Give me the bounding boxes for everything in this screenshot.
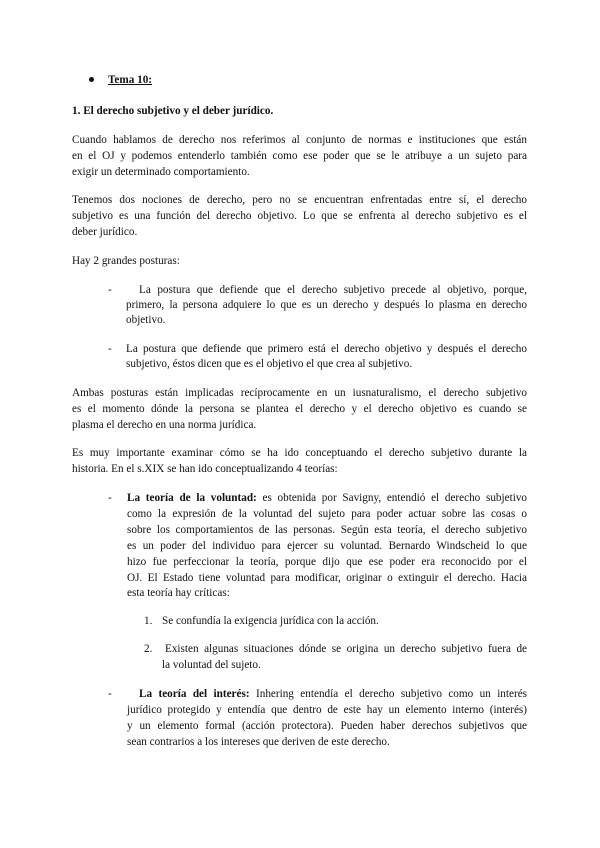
list-item-line: OJ. El Estado tiene voluntad para modificar, originar o extinguir el derecho. Hacia	[127, 572, 527, 584]
paragraph-line: Es muy importante examinar cómo se ha ido conceptuando el derecho subjetivo durante la	[72, 447, 527, 459]
numbered-marker: 1.	[144, 615, 153, 627]
paragraph-line: es el momento dónde la persona se plantea el derecho y el derecho objetivo es cuando se	[72, 403, 527, 415]
theory-title: La teoría del interés:	[139, 688, 250, 700]
list-item-line: es un poder del individuo para ejercer su voluntad. Bernardo Windscheid lo que	[127, 540, 527, 552]
dash-marker: -	[108, 492, 112, 504]
paragraph-line: exigir un determinado comportamiento.	[72, 166, 250, 178]
theory-title: La teoría de la voluntad:	[127, 492, 257, 504]
list-item-line: primero, la persona adquiere lo que es un derecho y después lo plasma en derecho	[126, 299, 527, 311]
dash-marker: -	[108, 688, 112, 700]
list-item-line: como la expresión de la voluntad del sujeto para poder actuar sobre las cosas o	[127, 508, 527, 520]
list-item-line: objetivo.	[126, 314, 166, 326]
list-item-line: La postura que defiende que el derecho subjetivo precede al objetivo, porque,	[139, 284, 527, 296]
bullet-icon	[89, 77, 94, 82]
theory-intro: es obtenida por Savigny, entendió el derecho subjetivo	[262, 492, 528, 504]
theory-first-line	[127, 491, 527, 505]
list-item-line: subjetivo, éstos dicen que es el objetivo el que crea al subjetivo.	[126, 358, 413, 370]
critica-line: Se confundía la exigencia jurídica con la acción.	[162, 615, 379, 627]
list-item-line: La postura que defiende que primero está el derecho objetivo y después el derecho	[126, 343, 527, 355]
list-item-line: hizo fue perfeccionar la teoría, porque dijo que ese poder era reconocido por el	[127, 556, 527, 568]
paragraph-line: deber jurídico.	[72, 226, 138, 238]
paragraph-line: Ambas posturas están implicadas recíprocamente en un iusnaturalismo, el derecho subjetivo	[72, 387, 527, 399]
theory-first-line	[139, 687, 527, 701]
dash-marker: -	[108, 343, 112, 355]
paragraph-line: plasma el derecho en una norma jurídica.	[72, 419, 257, 431]
critica-line: la voluntad del sujeto.	[162, 659, 261, 671]
list-item-line: sobre los comportamientos de las personas. Según esta teoría, el derecho subjetivo	[127, 524, 527, 536]
paragraph-line: en el OJ y podemos entenderlo también como ese poder que se le atribuye a un sujeto para	[72, 150, 527, 162]
paragraph-line: Hay 2 grandes posturas:	[72, 255, 180, 267]
paragraph-line: Cuando hablamos de derecho nos referimos al conjunto de normas e instituciones que están	[72, 134, 527, 146]
critica-line: Existen algunas situaciones dónde se origina un derecho subjetivo fuera de	[165, 643, 527, 655]
section-title: 1. El derecho subjetivo y el deber jurídico.	[72, 105, 274, 117]
list-item-line: jurídico protegido y entendía que dentro de este hay un elemento interno (interés)	[127, 704, 527, 716]
list-item-line: sean contrarios a los intereses que deriven de este derecho.	[127, 736, 390, 748]
dash-marker: -	[108, 284, 112, 296]
paragraph-line: Tenemos dos nociones de derecho, pero no se encuentran enfrentadas entre sí, el derecho	[72, 194, 527, 206]
paragraph-line: historia. En el s.XIX se han ido conceptualizando 4 teorías:	[72, 463, 338, 475]
numbered-marker: 2.	[144, 643, 153, 655]
list-item-line: esta teoría hay críticas:	[127, 587, 230, 599]
topic-heading: Tema 10:	[108, 74, 153, 86]
list-item-line: y un elemento formal (acción protectora). Pueden haber derechos subjetivos que	[127, 720, 527, 732]
theory-intro: Inhering entendía el derecho subjetivo como un interés	[256, 688, 528, 700]
paragraph-line: subjetivo es una función del derecho objetivo. Lo que se enfrenta al derecho subjetivo es el	[72, 210, 527, 222]
